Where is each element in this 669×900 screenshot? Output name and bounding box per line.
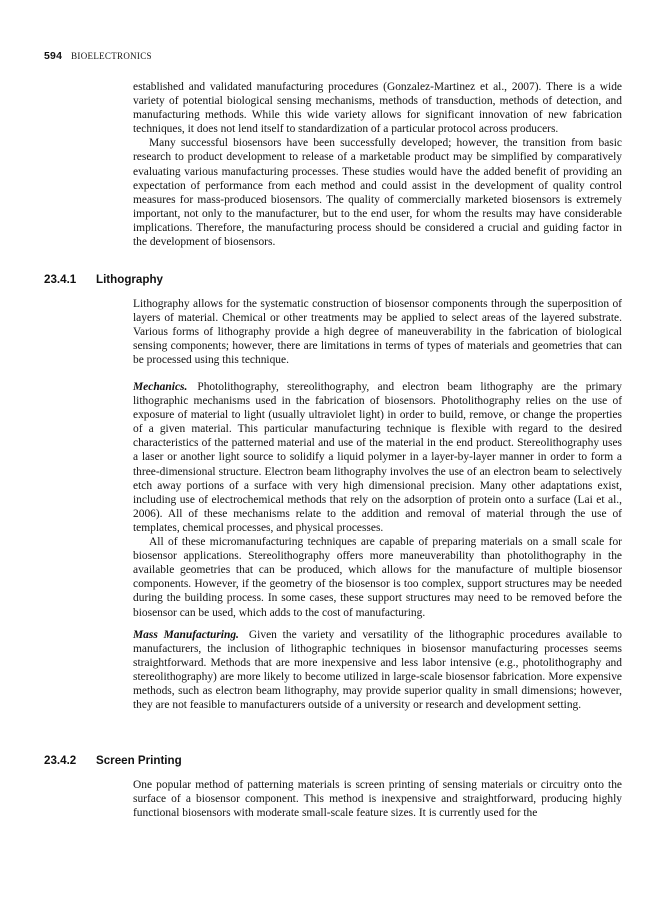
- running-head: [44, 46, 152, 60]
- section-heading-lithography: [44, 273, 163, 286]
- section-title: Lithography: [96, 273, 163, 286]
- book-title: BIOELECTRONICS: [71, 51, 152, 61]
- mechanics-block: [133, 380, 622, 620]
- mechanics-heading: Mechanics.: [133, 381, 188, 393]
- lithography-paragraph: Lithography allows for the systematic construction of biosensor components through the superposition of layers of material. Chemical or other treatments may be applied to select areas of the layered substrate. Various forms of lithography provide a high degree of maneuverability in the fabrication of biological sensing components; however, there are limitations in terms of types of materials and geometries that can be processed using this technique.: [133, 298, 622, 367]
- mass-manufacturing-text: Given the variety and versatility of the lithographic procedures available to manufacturers, the inclusion of lithographic techniques in biosensor manufacturing processes seems straightforward. Methods that are more inexpensive and less labor intensive (e.g., photolithography and stereolithography) are more likely to become utilized in large-scale biosensor fabrication. More expensive methods, such as electron beam lithography, may provide superior quality in small dimensions; however, they are not feasible to manufacturers outside of a university or research and development setting.: [133, 629, 622, 712]
- mechanics-paragraph-1: [133, 380, 622, 535]
- section-number: 23.4.2: [44, 754, 77, 767]
- intro-text: [133, 80, 622, 249]
- mechanics-paragraph-2: All of these micromanufacturing techniques are capable of preparing materials on a small scale for biosensor applications. Stereolithography offers more maneuverability than photolithography in the available geometries that can be produced, which allows for the manufacture of multiple biosensor components. However, if the geometry of the biosensor is too complex, support structures may be needed during the building process. In some cases, these support structures may need to be removed before the biosensor can be used, which adds to the cost of manufacturing.: [133, 536, 622, 619]
- page-number: 594: [44, 50, 63, 62]
- intro-paragraph-1: established and validated manufacturing procedures (Gonzalez-Martinez et al., 2007). There is a wide variety of potential biological sensing mechanisms, methods of transduction, methods of detection, and manufacturing methods. While this wide variety allows for significant innovation of new fabrication techniques, it does not lend itself to standardization of a particular protocol across producers.: [133, 81, 622, 136]
- section-number: 23.4.1: [44, 273, 77, 286]
- section-heading-screen-printing: [44, 754, 182, 767]
- mass-manufacturing-block: [133, 628, 622, 713]
- screen-printing-text: [133, 778, 622, 820]
- screen-printing-paragraph: One popular method of patterning materials is screen printing of sensing materials or circuitry onto the surface of a biosensor component. This method is inexpensive and straightforward, producing highly functional biosensors with moderate small-scale feature sizes. It is currently used for the: [133, 779, 622, 820]
- mass-manufacturing-heading: Mass Manufacturing.: [133, 629, 239, 641]
- section-title: Screen Printing: [96, 754, 182, 767]
- mass-manufacturing-paragraph: [133, 628, 622, 713]
- mechanics-text: Photolithography, stereolithography, and electron beam lithography are the primary lithographic mechanisms used in the fabrication of biosensors. Photolithography relies on the use of exposure of material to light (usually ultraviolet light) in order to build, remove, or change the properties of a given material. This particular manufacturing technique is flexible with regard to the desired characteristics of the patterned material and use of the material in the end product. Stereolithography uses a laser or another light source to solidify a liquid polymer in a layer-by-layer manner in order to form a three-dimensional structure. Electron beam lithography involves the use of an electron beam to selectively etch away portions of a surface with very high dimensional precision. Many other adaptations exist, including use of electrochemical methods that rely on the adsorption of protein onto a surface (Lai et al., 2006). All of these mechanisms relate to the addition and removal of material through the use of templates, chemical processes, and physical processes.: [133, 381, 622, 534]
- intro-paragraph-2: Many successful biosensors have been successfully developed; however, the transition from basic research to product development to release of a marketable product may be simplified by comparatively evaluating various manufacturing processes. These studies would have the added benefit of providing an expectation of performance from each method and could assist in the development of quality control measures for mass-produced biosensors. The quality of commercially marketed biosensors is extremely important, not only to the manufacturer, but to the end user, for whom the results may have considerable implications. Therefore, the manufacturing process should be considered a crucial and guiding factor in the development of biosensors.: [133, 137, 622, 249]
- lithography-intro: [133, 297, 622, 367]
